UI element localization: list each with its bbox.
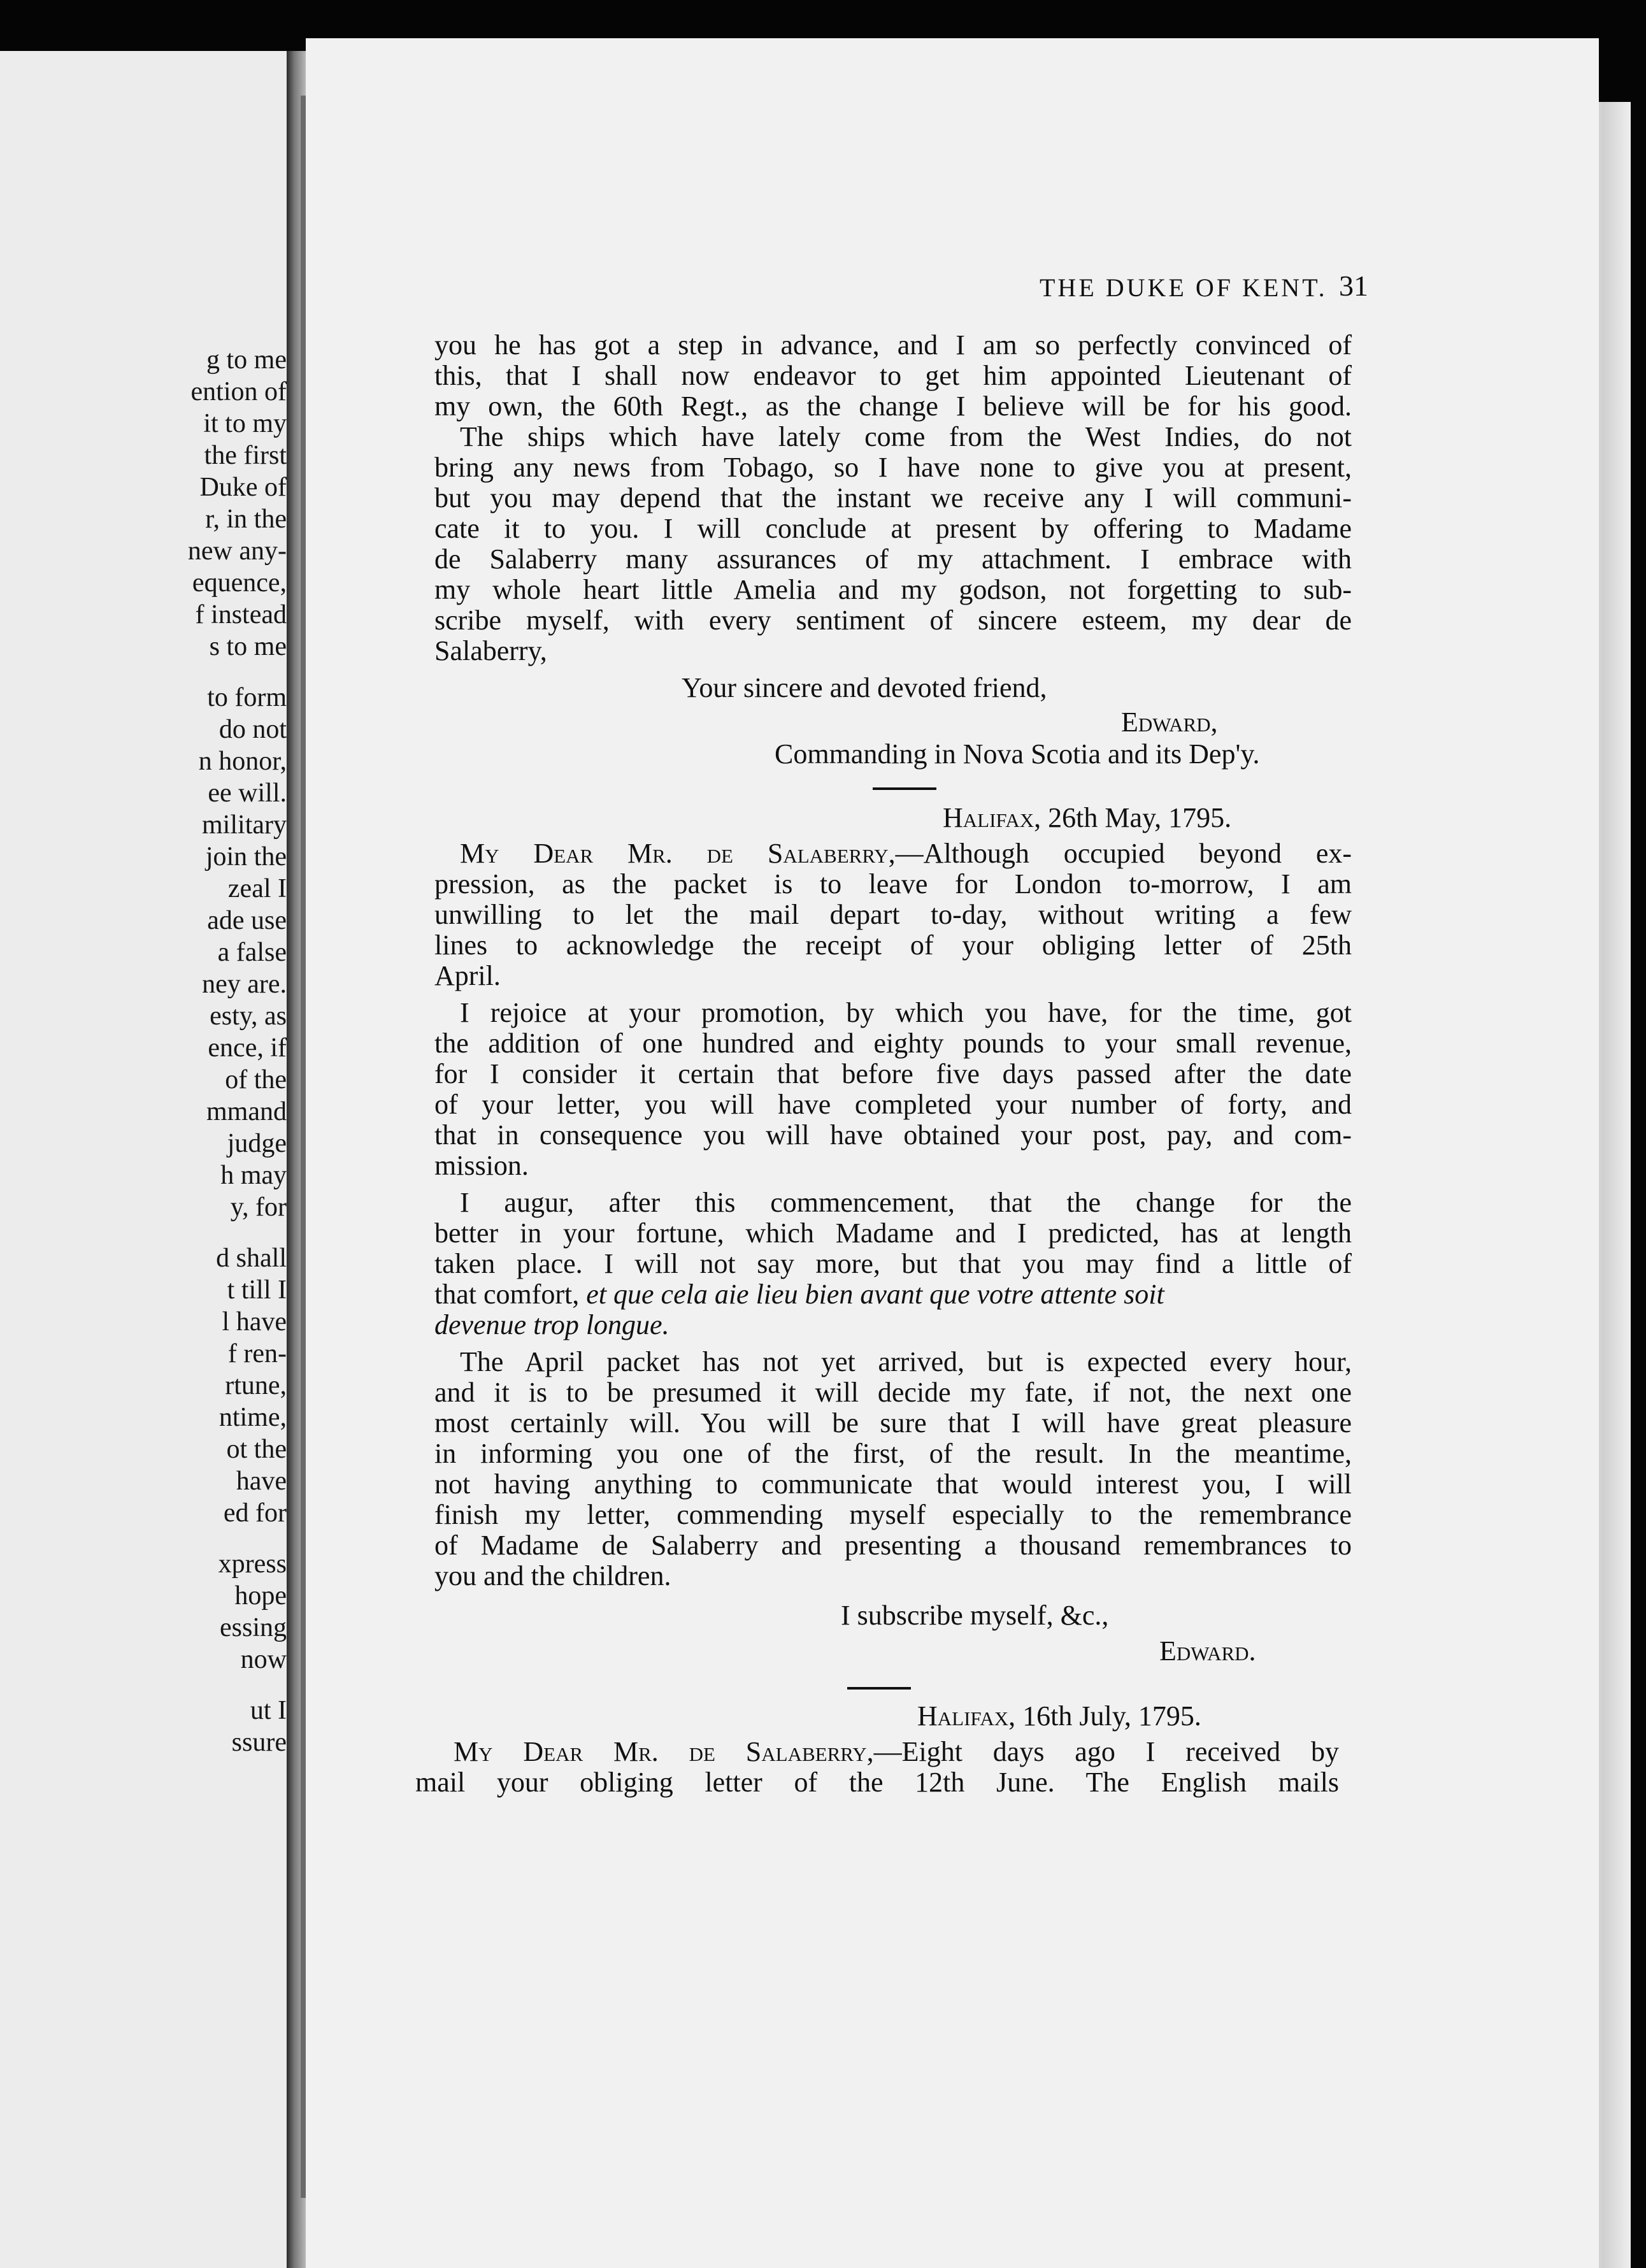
left-page-fragment: ence, if — [208, 1033, 287, 1063]
left-page — [0, 51, 287, 2268]
left-page-fragment: esty, as — [210, 1001, 287, 1031]
left-page-fragment: r, in the — [205, 505, 287, 534]
text-line: better in your fortune, which Madame and I predicted, has at length — [434, 1217, 1352, 1249]
text-line — [434, 1279, 1164, 1310]
left-page-fragment: ed for — [223, 1498, 287, 1528]
left-page-fragment: f ren- — [227, 1339, 287, 1368]
salutation: My Dear Mr. de Salaberry, — [460, 838, 896, 869]
text-line: I augur, after this commencement, that the change for the — [460, 1187, 1352, 1218]
left-page-fragment: military — [202, 810, 287, 840]
salutation: My Dear Mr. de Salaberry, — [454, 1736, 874, 1767]
text-line: most certainly will. You will be sure that I will have great pleasure — [434, 1407, 1352, 1439]
text-span: that comfort, — [434, 1279, 580, 1310]
text-line: pression, as the packet is to leave for London to-morrow, I am — [434, 868, 1352, 900]
left-page-fragment: f instead — [195, 600, 287, 629]
date: 16th July, 1795. — [1022, 1700, 1201, 1732]
text-line: de Salaberry many assurances of my attachment. I embrace with — [434, 543, 1352, 575]
text-line: —Although occupied beyond ex- — [895, 838, 1352, 869]
left-page-fragment: now — [240, 1645, 287, 1674]
running-title: THE DUKE OF KENT. — [1040, 273, 1328, 302]
left-page-fragment: n honor, — [198, 747, 287, 776]
left-page-fragment: equence, — [192, 568, 287, 598]
date: 26th May, 1795. — [1048, 802, 1232, 833]
closing-line: Your sincere and devoted friend, — [682, 672, 1047, 703]
left-page-fragment: a false — [217, 938, 287, 967]
closing-line: I subscribe myself, &c., — [841, 1600, 1109, 1631]
left-page-fragment: judge — [227, 1129, 287, 1158]
left-page-fragment: l have — [222, 1307, 287, 1337]
left-page-fragment: Duke of — [199, 473, 287, 502]
left-page-fragment: do not — [218, 715, 287, 744]
separator-rule — [873, 787, 936, 790]
signature: Edward. — [1159, 1635, 1256, 1667]
left-page-fragment: ade use — [207, 906, 287, 935]
left-page-fragment: essing — [220, 1613, 287, 1642]
left-page-fragment: t till I — [227, 1275, 287, 1305]
dateline — [917, 1701, 1201, 1732]
text-line: finish my letter, commending myself especially to the remembrance — [434, 1499, 1352, 1530]
left-page-fragment: s to me — [209, 632, 287, 661]
text-line: cate it to you. I will conclude at present by offering to Madame — [434, 513, 1352, 544]
left-page-fragment: ssure — [231, 1728, 287, 1757]
text-line: I rejoice at your promotion, by which you have, for the time, got — [460, 997, 1352, 1028]
text-line: you and the children. — [434, 1560, 671, 1591]
left-page-fragment: ut I — [250, 1696, 287, 1725]
place: Halifax, — [917, 1700, 1016, 1732]
text-line: scribe myself, with every sentiment of sincere esteem, my dear de — [434, 605, 1352, 636]
text-line: my whole heart little Amelia and my godson, not forgetting to sub- — [434, 574, 1352, 605]
right-page — [306, 38, 1599, 2268]
text-line: Salaberry, — [434, 635, 547, 666]
left-page-fragment: rtune, — [225, 1371, 287, 1400]
text-line: my own, the 60th Regt., as the change I believe will be for his good. — [434, 391, 1352, 422]
text-line: The April packet has not yet arrived, but is expected every hour, — [460, 1346, 1352, 1377]
text-line: for I consider it certain that before five days passed after the date — [434, 1058, 1352, 1089]
italic-french-text: et que cela aie lieu bien avant que votre attente soit — [586, 1279, 1164, 1310]
text-line: mission. — [434, 1150, 529, 1181]
left-page-fragment: hope — [234, 1581, 287, 1611]
text-line: April. — [434, 960, 501, 991]
left-page-fragment: ee will. — [208, 779, 287, 808]
text-line: not having anything to communicate that would interest you, I will — [434, 1468, 1352, 1500]
dateline — [943, 803, 1231, 833]
left-page-fragment: ot the — [226, 1435, 287, 1464]
signature: Edward, — [1121, 707, 1218, 738]
text-line: bring any news from Tobago, so I have none to give you at present, — [434, 452, 1352, 483]
text-line: but you may depend that the instant we receive any I will communi- — [434, 482, 1352, 513]
text-line: unwilling to let the mail depart to-day, without writing a few — [434, 899, 1352, 930]
text-line: of Madame de Salaberry and presenting a thousand remembrances to — [434, 1530, 1352, 1561]
italic-french-text: devenue trop longue. — [434, 1309, 669, 1340]
left-page-fragment: xpress — [218, 1549, 287, 1579]
text-line: —Eight days ago I received by — [873, 1736, 1340, 1767]
left-page-fragment: of the — [225, 1065, 287, 1095]
page-number: 31 — [1339, 269, 1368, 302]
left-page-fragment: g to me — [206, 345, 287, 375]
text-line: The ships which have lately come from the West Indies, do not — [460, 421, 1352, 452]
left-page-fragment: d shall — [216, 1244, 287, 1273]
salutation-line — [454, 1737, 1339, 1767]
left-page-fragment: ney are. — [202, 970, 287, 999]
left-page-fragment: ntime, — [218, 1403, 287, 1432]
left-page-fragment: have — [236, 1467, 287, 1496]
text-line: mail your obliging letter of the 12th June. The English mails — [415, 1767, 1339, 1798]
text-line: the addition of one hundred and eighty pounds to your small revenue, — [434, 1028, 1352, 1059]
text-line: that in consequence you will have obtained your post, pay, and com- — [434, 1119, 1352, 1151]
left-page-fragment: to form — [207, 683, 287, 712]
separator-rule — [847, 1687, 911, 1690]
place: Halifax, — [943, 802, 1041, 833]
text-line: you he has got a step in advance, and I am so perfectly convinced of — [434, 329, 1352, 361]
left-page-fragment: ention of — [190, 377, 287, 406]
text-line: and it is to be presumed it will decide my fate, if not, the next one — [434, 1377, 1352, 1408]
left-page-fragment: the first — [204, 441, 287, 470]
text-line: in informing you one of the first, of the result. In the meantime, — [434, 1438, 1352, 1469]
text-line: this, that I shall now endeavor to get him appointed Lieutenant of — [434, 360, 1352, 391]
left-page-fragment: it to my — [203, 409, 287, 438]
left-page-fragment: h may — [220, 1161, 287, 1190]
signature-title: Commanding in Nova Scotia and its Dep'y. — [775, 738, 1260, 770]
left-page-fragment: y, for — [230, 1193, 287, 1222]
left-page-fragment: join the — [205, 842, 287, 872]
left-page-fragment: new any- — [187, 536, 287, 566]
text-line: lines to acknowledge the receipt of your obliging letter of 25th — [434, 929, 1352, 961]
text-line: taken place. I will not say more, but that you may find a little of — [434, 1248, 1352, 1279]
salutation-line — [460, 838, 1352, 869]
text-line: of your letter, you will have completed your number of forty, and — [434, 1089, 1352, 1120]
left-page-fragment: zeal I — [227, 874, 287, 903]
left-page-fragment: mmand — [206, 1097, 287, 1126]
